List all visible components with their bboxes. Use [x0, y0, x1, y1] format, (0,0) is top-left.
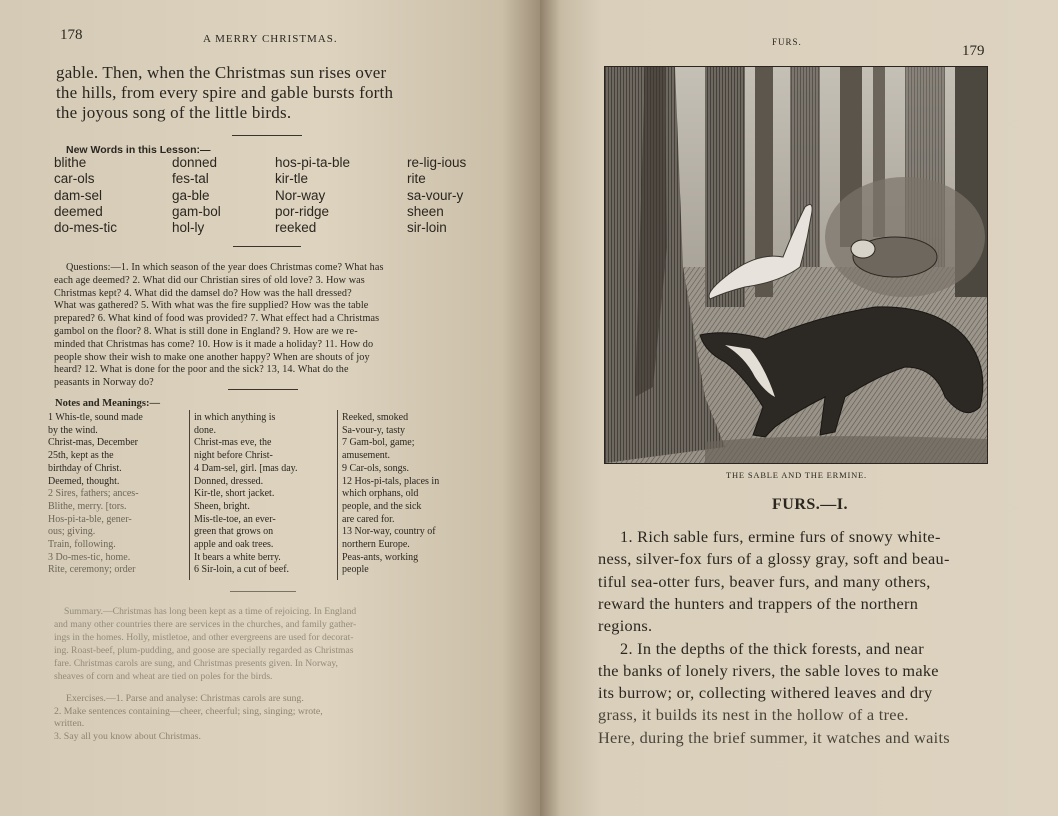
notes-title: Notes and Meanings:— — [55, 398, 161, 409]
new-words-title: New Words in this Lesson:— — [66, 144, 211, 156]
new-word: gam-bol — [172, 203, 221, 219]
new-word: hol-ly — [172, 220, 205, 236]
note-line: Peas-ants, working — [342, 551, 419, 563]
page-number-right: 179 — [962, 43, 985, 59]
body-line: reward the hunters and trappers of the northern — [598, 593, 919, 613]
question-line: peasants in Norway do? — [54, 377, 154, 389]
new-word: por-ridge — [275, 203, 330, 219]
note-line: Reeked, smoked — [342, 412, 409, 423]
summary-line: ings in the homes. Holly, mistletoe, and other evergreens are used for decorat- — [54, 632, 354, 643]
summary-line: ing. Roast-beef, plum-pudding, and goose are specially regarded as Christmas — [54, 645, 354, 656]
note-line: 7 Gam-bol, game; — [342, 437, 415, 449]
note-line: Christ-mas eve, the — [194, 437, 272, 449]
question-line: minded that Christmas has come? 10. How is it made a holiday? 11. How do — [54, 338, 374, 350]
note-line: Blithe, merry. [tors. — [48, 500, 127, 512]
exercise-line: 3. Say all you know about Christmas. — [54, 730, 201, 742]
body-line: tiful sea-otter furs, beaver furs, and many others, — [598, 571, 931, 591]
note-line: people, and the sick — [342, 500, 422, 512]
note-line: by the wind. — [48, 424, 98, 436]
lesson-title: FURS.—I. — [772, 496, 849, 513]
note-line: people — [342, 564, 369, 576]
running-head-right: FURS. — [772, 37, 802, 47]
new-word: car-ols — [54, 171, 95, 187]
page-number-left: 178 — [60, 27, 83, 43]
new-word: blithe — [54, 155, 87, 170]
question-line: Christmas kept? 4. What did the damsel do? How was the hall dressed? — [54, 287, 352, 299]
note-line: Deemed, thought. — [48, 475, 120, 487]
new-word: sa-vour-y — [407, 187, 464, 203]
question-line: What was gathered? 5. With what was the fire supplied? How was the table — [54, 300, 369, 312]
new-word: hos-pi-ta-ble — [275, 155, 351, 170]
summary-line: fare. Christmas carols are sung, and Christmas presents given. In Norway, — [54, 658, 338, 669]
divider — [233, 246, 301, 247]
summary-line: sheaves of corn and wheat are tied on poles for the birds. — [54, 671, 273, 682]
notes-column-2 — [194, 412, 298, 577]
body-line: 1. Rich sable furs, ermine furs of snowy white- — [620, 527, 941, 546]
note-line: Sa-vour-y, tasty — [342, 424, 406, 436]
note-line: which orphans, old — [342, 488, 419, 500]
note-line: Hos-pi-ta-ble, gener- — [48, 513, 132, 525]
new-word: do-mes-tic — [54, 220, 118, 236]
note-line: 3 Do-mes-tic, home. — [48, 551, 131, 563]
note-line: Train, following. — [48, 539, 116, 551]
note-line: ous; giving. — [48, 526, 96, 538]
question-line: heard? 12. What is done for the poor and the sick? 13, 14. What do the — [54, 364, 349, 376]
new-word: dam-sel — [54, 187, 103, 203]
note-line: Kir-tle, short jacket. — [194, 488, 275, 500]
opening-line: the hills, from every spire and gable bursts forth — [56, 83, 394, 102]
new-word: re-lig-ious — [407, 155, 467, 170]
note-line: are cared for. — [342, 513, 395, 525]
divider — [232, 135, 302, 136]
divider — [228, 389, 298, 390]
body-line: Here, during the brief summer, it watches and waits — [598, 727, 950, 747]
note-line: 2 Sires, fathers; ances- — [48, 488, 139, 500]
note-line: 13 Nor-way, country of — [342, 526, 436, 538]
sable-and-ermine-illustration — [604, 66, 988, 464]
opening-line: gable. Then, when the Christmas sun rises over — [56, 63, 387, 82]
new-word: sir-loin — [407, 220, 447, 236]
new-word: deemed — [54, 203, 103, 219]
note-line: Rite, ceremony; order — [48, 564, 136, 576]
body-line: grass, it builds its nest in the hollow of a tree. — [598, 705, 909, 725]
question-line: people show their wish to make one another happy? When are shouts of joy — [54, 351, 370, 363]
column-rule — [337, 410, 338, 580]
note-line: Donned, dressed. — [194, 475, 264, 487]
body-line: the banks of lonely rivers, the sable loves to make — [598, 660, 939, 680]
exercise-line: 2. Make sentences containing—cheer, cheerful; sing, singing; wrote, — [54, 705, 323, 717]
question-line: Questions:—1. In which season of the year does Christmas come? What has — [66, 262, 384, 273]
note-line: green that grows on — [194, 526, 274, 538]
opening-line: the joyous song of the little birds. — [56, 103, 292, 122]
note-line: apple and oak trees. — [194, 539, 274, 551]
note-line: 6 Sir-loin, a cut of beef. — [194, 564, 290, 576]
note-line: in which anything is — [194, 412, 276, 423]
summary-line: Summary.—Christmas has long been kept as a time of rejoicing. In England — [64, 606, 357, 617]
exercise-line: written. — [54, 718, 85, 729]
summary-line: and many other countries there are services in the churches, and family gather- — [54, 619, 357, 630]
new-word: reeked — [275, 220, 317, 236]
notes-column-3 — [342, 412, 439, 577]
note-line: 9 Car-ols, songs. — [342, 462, 410, 474]
body-line: 2. In the depths of the thick forests, and near — [620, 638, 924, 658]
note-line: birthday of Christ. — [48, 462, 122, 474]
note-line: night before Christ- — [194, 450, 273, 462]
column-rule — [189, 410, 190, 580]
new-word: kir-tle — [275, 171, 308, 187]
question-line: each age deemed? 2. What did our Christian sires of old love? 3. How was — [54, 274, 365, 286]
note-line: 4 Dam-sel, girl. [mas day. — [194, 462, 298, 474]
divider — [230, 591, 296, 592]
note-line: done. — [194, 424, 216, 436]
note-line: 12 Hos-pi-tals, places in — [342, 475, 440, 487]
note-line: 1 Whis-tle, sound made — [48, 412, 143, 423]
question-line: gambol on the floor? 8. What is still done in England? 9. How are we re- — [54, 326, 358, 337]
new-word: ga-ble — [172, 187, 210, 203]
new-word: Nor-way — [275, 187, 326, 203]
note-line: It bears a white berry. — [194, 551, 281, 563]
engraving-image — [605, 67, 987, 463]
question-line: prepared? 6. What kind of food was provided? 7. What effect had a Christmas — [54, 313, 380, 325]
exercise-line: Exercises.—1. Parse and analyse: Christmas carols are sung. — [66, 693, 304, 704]
new-word: donned — [172, 155, 218, 170]
illustration-caption: THE SABLE AND THE ERMINE. — [726, 470, 867, 480]
note-line: Sheen, bright. — [194, 500, 250, 512]
new-word: fes-tal — [172, 171, 209, 187]
new-word: rite — [407, 171, 426, 187]
note-line: northern Europe. — [342, 539, 410, 551]
notes-column-1 — [48, 412, 143, 577]
note-line: Mis-tle-toe, an ever- — [194, 513, 276, 525]
note-line: amusement. — [342, 450, 391, 462]
note-line: 25th, kept as the — [48, 450, 114, 462]
note-line: Christ-mas, December — [48, 437, 138, 449]
body-line: ness, silver-fox furs of a glossy gray, soft and beau- — [598, 549, 950, 569]
body-line: regions. — [598, 616, 653, 636]
body-line: its burrow; or, collecting withered leaves and dry — [598, 683, 933, 703]
new-word: sheen — [407, 203, 444, 219]
running-head-left: A MERRY CHRISTMAS. — [203, 33, 338, 45]
